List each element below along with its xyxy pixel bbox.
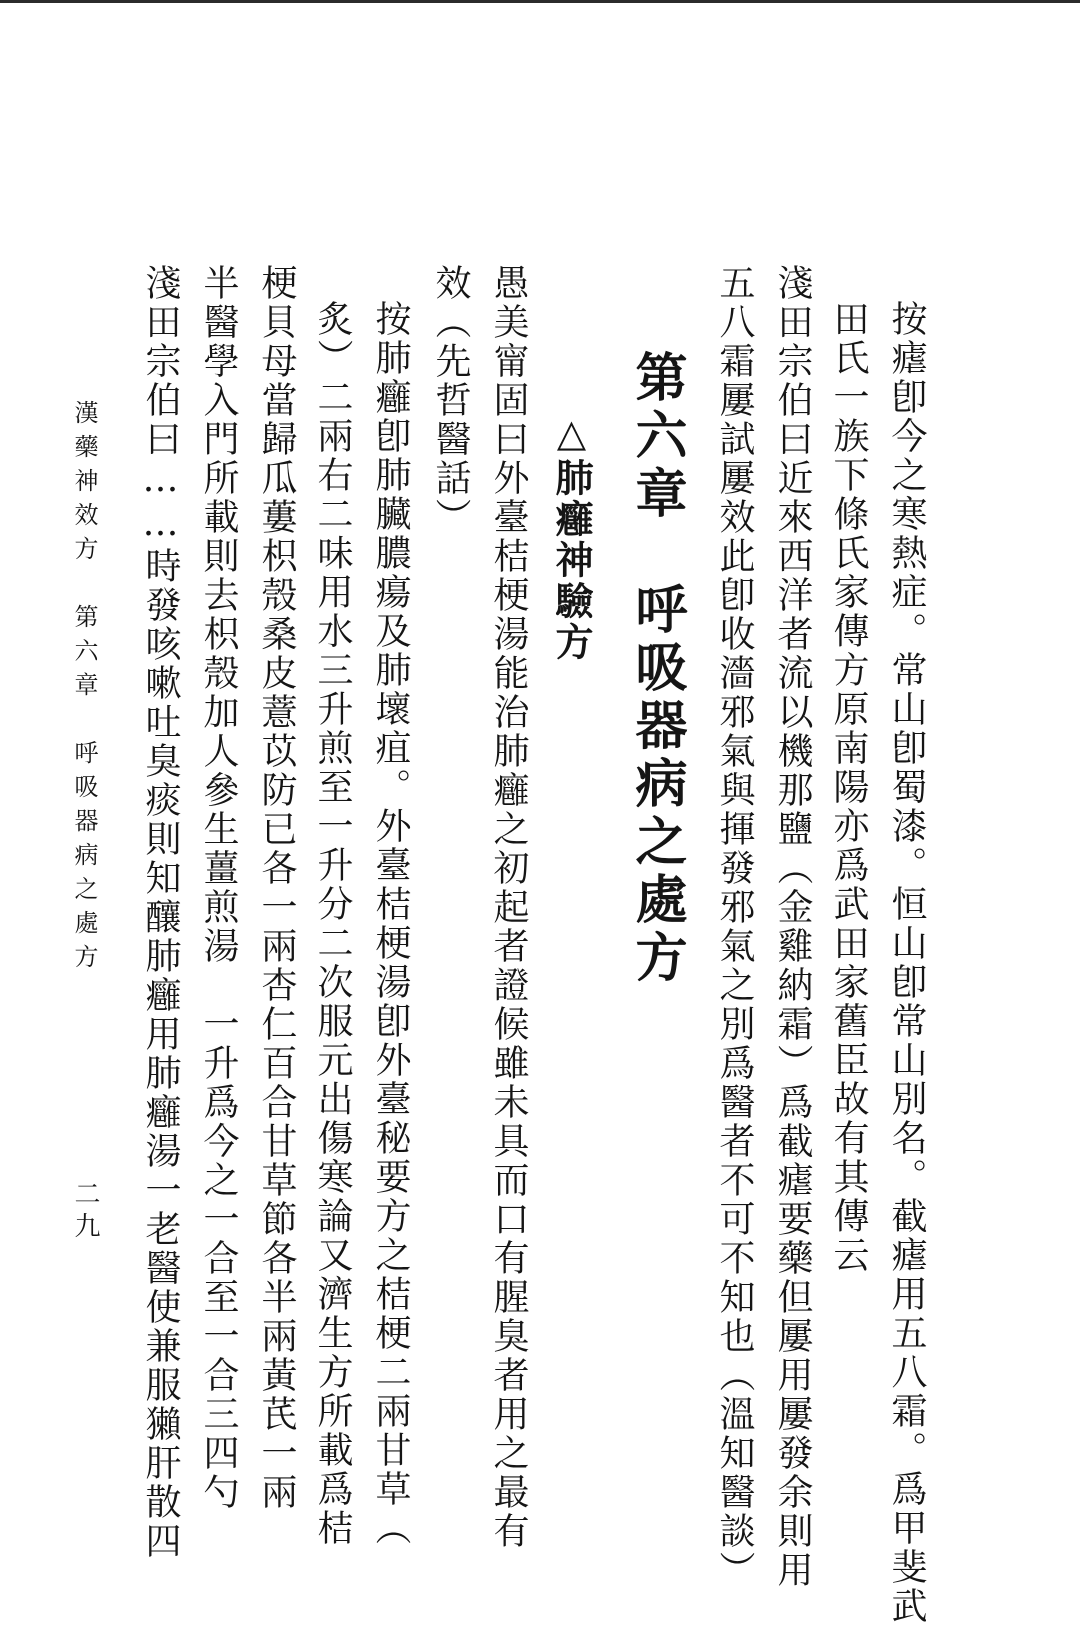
page-number: 二九 [70,1180,100,1244]
text-column-3: 淺田宗伯曰近來西洋者流以機那鹽（金雞納霜）爲截瘧要藥但屢用屢發余則用 [772,264,813,1590]
top-border-rule [0,0,1080,3]
text-column-1: 按瘧卽今之寒熱症。常山卽蜀漆。恒山卽常山別名。截瘧用五八霜。爲甲斐武 [886,300,927,1626]
running-title: 漢藥神效方 第六章 呼吸器病之處方 [70,400,98,978]
text-column-6: 效（先哲醫話） [430,264,471,537]
text-column-10: 半醫學入門所載則去枳殼加人參生薑煎湯 一升爲今之一合至一合三四勺 [198,264,239,1512]
chapter-title: 第六章 呼吸器病之處方 [626,350,687,988]
text-column-2: 田氏一族下條氏家傳方原南陽亦爲武田家舊臣故有其傳云 [828,300,869,1275]
text-column-8: 炙）二兩右二味用水三升煎至一升分二次服元出傷寒論又濟生方所載爲桔 [312,300,353,1548]
text-column-5: 愚美甯固曰外臺桔梗湯能治肺癰之初起者證候雖未具而口有腥臭者用之最有 [488,264,529,1551]
text-column-11: 淺田宗伯曰……時發咳嗽吐臭痰則知釀肺癰用肺癰湯一老醫使兼服獺肝散四 [140,264,181,1561]
text-column-4: 五八霜屢試屢效此卽收濇邪氣與揮發邪氣之別爲醫者不可不知也（溫知醫談） [714,264,755,1590]
section-title: △肺癰神驗方 [549,410,594,663]
text-column-9: 梗貝母當歸瓜蔞枳殼桑皮薏苡防已各一兩杏仁百合甘草節各半兩黃芪一兩 [256,264,297,1512]
text-column-7: 按肺癰卽肺臟膿瘍及肺壞疽。外臺桔梗湯卽外臺秘要方之桔梗二兩甘草（ [370,300,411,1548]
